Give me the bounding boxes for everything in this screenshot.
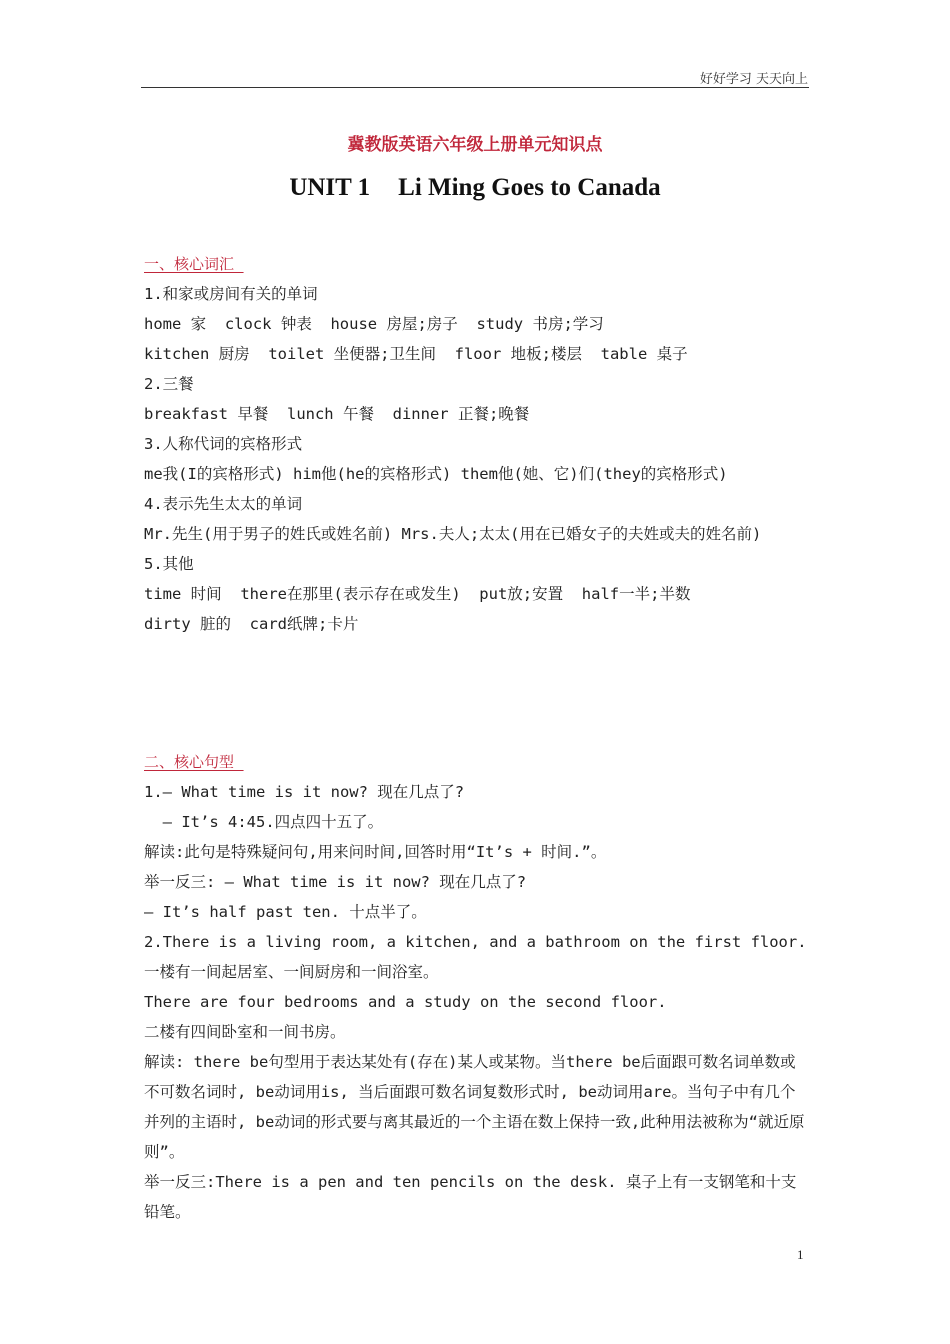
- sentence-line: 2.There is a living room, a kitchen, and a bathroom on the first floor.: [144, 933, 807, 951]
- explanation-paragraph: 解读: there be句型用于表达某处有(存在)某人或某物。当there be后面跟可数名词单数或不可数名词时, be动词用is, 当后面跟可数名词复数形式时, be动词用are。当句子中有几个并列的主语时, be动词的形式要与离其最近的一个主语在数上保持一致,此种用法被称为“就近原则”。: [144, 1053, 805, 1161]
- vocab-category-line: 4.表示先生太太的单词: [144, 495, 303, 513]
- vocab-line: breakfast 早餐 lunch 午餐 dinner 正餐;晚餐: [144, 405, 530, 423]
- header-rule: [141, 87, 809, 88]
- unit-name: Li Ming Goes to Canada: [398, 174, 661, 201]
- vocab-category-line: 1.和家或房间有关的单词: [144, 285, 318, 303]
- vocab-line: home 家 clock 钟表 house 房屋;房子 study 书房;学习: [144, 315, 604, 333]
- vocab-category-line: 2.三餐: [144, 375, 194, 393]
- sentence-line: 举一反三: — What time is it now? 现在几点了?: [144, 873, 527, 891]
- sentence-line: — It’s half past ten. 十点半了。: [144, 903, 427, 921]
- sentence-line: 解读:此句是特殊疑问句,用来问时间,回答时用“It’s + 时间.”。: [144, 843, 607, 861]
- section-heading: 一、核心词汇: [144, 255, 244, 273]
- vocab-line: kitchen 厨房 toilet 坐便器;卫生间 floor 地板;楼层 table 桌子: [144, 345, 688, 363]
- vocab-category-line: 5.其他: [144, 555, 194, 573]
- sentence-line: — It’s 4:45.四点四十五了。: [144, 813, 384, 831]
- sentence-line: 1.— What time is it now? 现在几点了?: [144, 783, 465, 801]
- vocab-line: time 时间 there在那里(表示存在或发生) put放;安置 half一半;半数: [144, 585, 691, 603]
- vocab-paragraph: me我(I的宾格形式) him他(he的宾格形式) them他(她、它)们(they的宾格形式): [144, 465, 728, 483]
- section-core-sentences: [144, 747, 810, 1227]
- vocab-category-line: 3.人称代词的宾格形式: [144, 435, 303, 453]
- sentence-line: 一楼有一间起居室、一间厨房和一间浴室。: [144, 963, 439, 981]
- unit-number: UNIT 1: [289, 174, 371, 201]
- sentence-line: There are four bedrooms and a study on the second floor.: [144, 993, 667, 1011]
- unit-title: [0, 174, 950, 202]
- example-paragraph: 举一反三:There is a pen and ten pencils on the desk. 桌子上有一支钢笔和十支铅笔。: [144, 1173, 797, 1221]
- page-number: 1: [797, 1247, 804, 1262]
- vocab-line: dirty 脏的 card纸牌;卡片: [144, 615, 359, 633]
- sentence-line: 二楼有四间卧室和一间书房。: [144, 1023, 346, 1041]
- document-title: 冀教版英语六年级上册单元知识点: [347, 135, 603, 155]
- section-heading: 二、核心句型: [144, 753, 244, 771]
- page-header: 好好学习 天天向上: [699, 72, 808, 87]
- section-core-vocabulary: [144, 249, 810, 639]
- vocab-paragraph: Mr.先生(用于男子的姓氏或姓名前) Mrs.夫人;太太(用在已婚女子的夫姓或夫的姓名前): [144, 525, 762, 543]
